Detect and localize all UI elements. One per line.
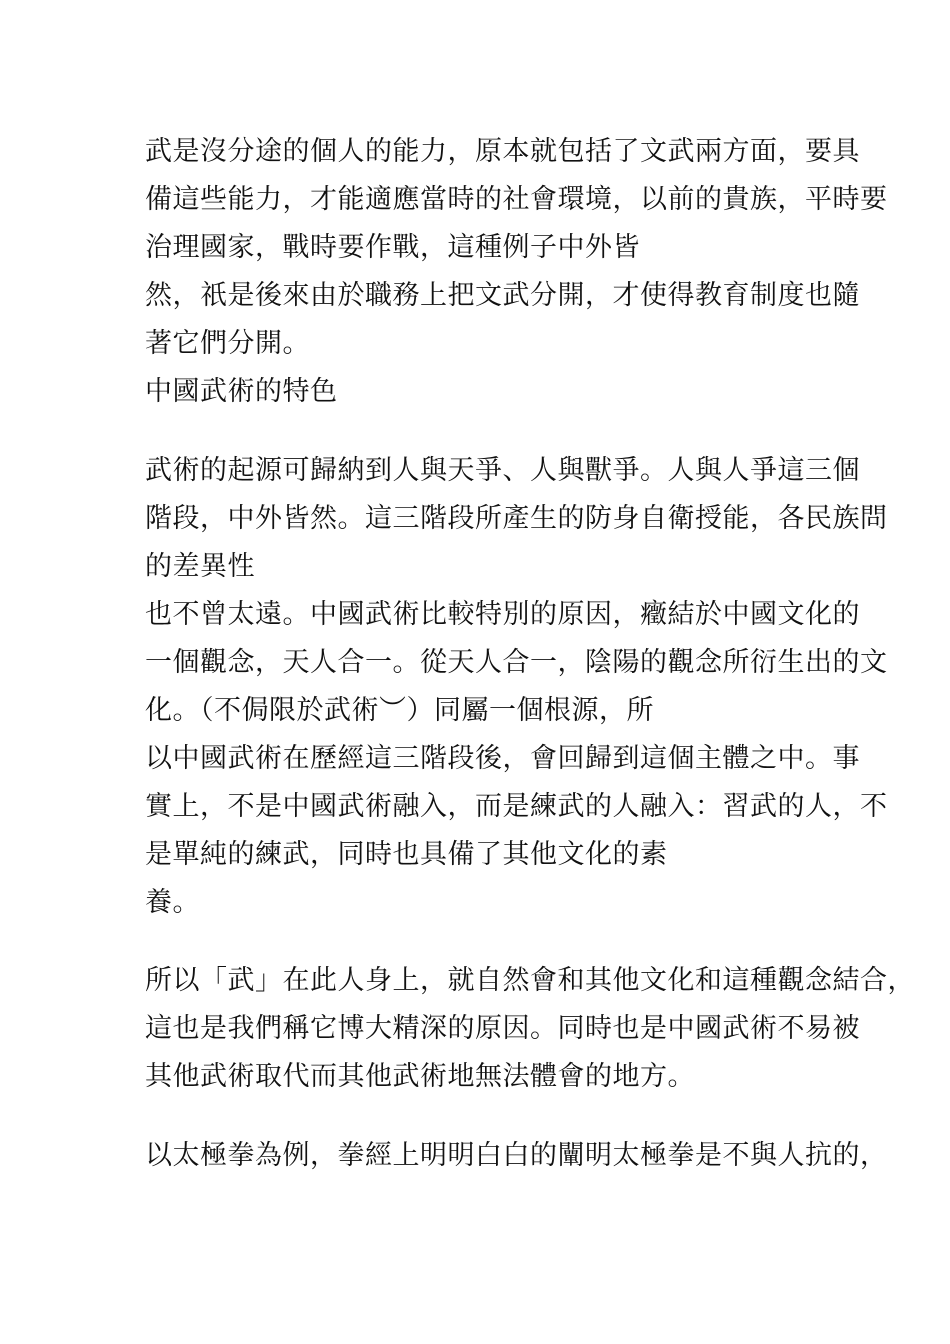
text-line: 也不曾太遠。中國武術比較特別的原因，癥結於中國文化的 [145,599,860,630]
text-line: 治理國家，戰時要作戰，這種例子中外皆 [145,232,640,263]
text-line: 化。（不侷限於武術︶）同屬一個根源，所 [145,695,654,726]
text-line: 階段，中外皆然。這三階段所產生的防身自衛授能，各民族問 [145,503,888,534]
text-line: 其他武術取代而其他武術地無法體會的地方。 [145,1061,695,1092]
text-line: 然，祇是後來由於職務上把文武分開，才使得教育制度也隨 [145,280,860,311]
text-line: 武術的起源可歸納到人與天爭、人與獸爭。人與人爭這三個 [145,455,860,486]
text-line: 所以「武」在此人身上，就自然會和其他文化和這種觀念結合， [145,965,915,996]
text-line: 的差異性 [145,551,255,582]
text-line: 以中國武術在歷經這三階段後，會回歸到這個主體之中。事 [145,743,860,774]
text-line: 養。 [145,887,200,918]
text-line: 實上，不是中國武術融入，而是練武的人融入：習武的人，不 [145,791,888,822]
text-line: 武是沒分途的個人的能力，原本就包括了文武兩方面，要具 [145,136,860,167]
text-line: 是單純的練武，同時也具備了其他文化的素 [145,839,668,870]
text-line: 這也是我們稱它博大精深的原因。同時也是中國武術不易被 [145,1013,860,1044]
text-line: 著它們分開。 [145,328,310,359]
text-line: 備這些能力，才能適應當時的社會環境，以前的貴族，平時要 [145,184,888,215]
text-line: 以太極拳為例，拳經上明明白白的闡明太極拳是不與人抗的， [145,1140,888,1171]
section-heading: 中國武術的特色 [145,376,338,407]
text-line: 一個觀念，天人合一。從天人合一，陰陽的觀念所衍生出的文 [145,647,888,678]
